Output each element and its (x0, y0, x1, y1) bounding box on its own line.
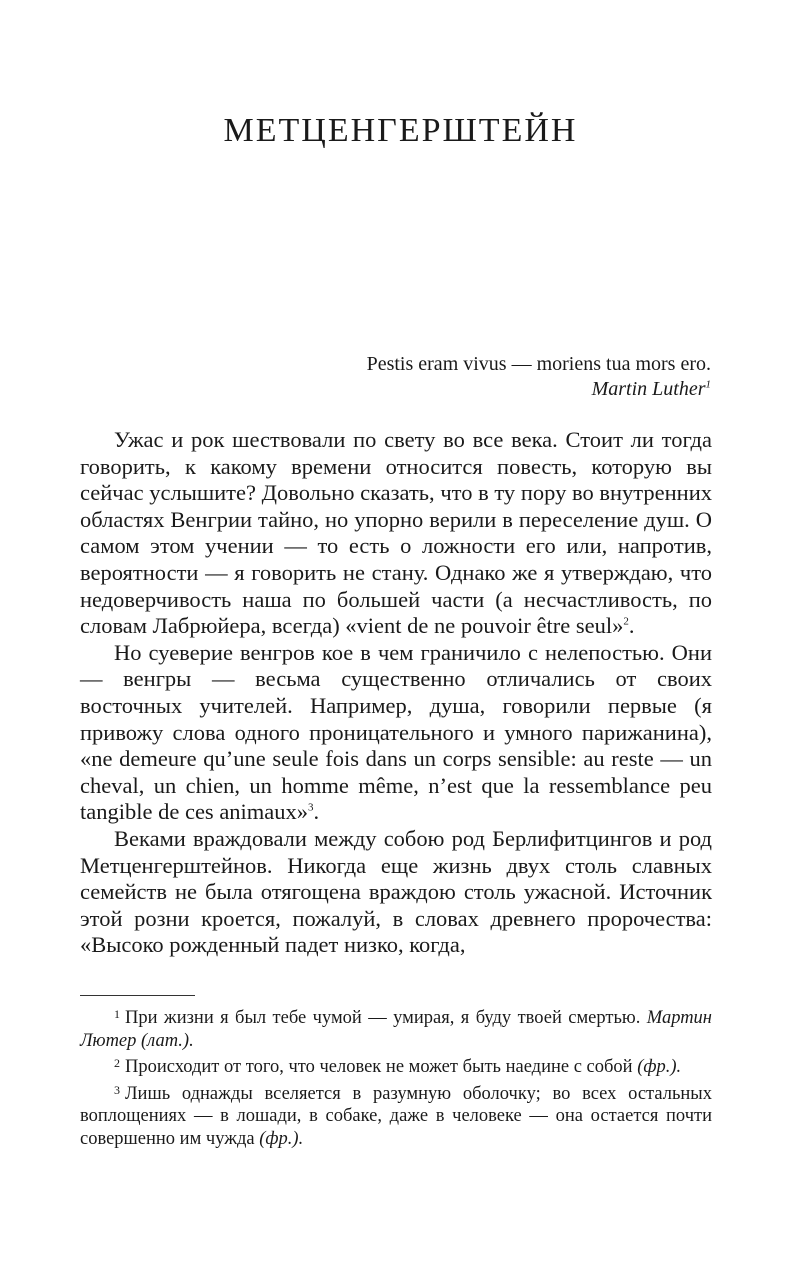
paragraph-tail: . (628, 613, 635, 639)
paragraph (80, 826, 712, 959)
footnote-text: Лишь однажды вселяется в разумную оболочку; во всех остальных воплощениях — в лошади, в собаке, даже в человеке — она остается почти совершенно им чужда (80, 1083, 712, 1149)
paragraph (80, 640, 712, 826)
paragraph-text: Ужас и рок шествовали по свету во все века. Стоит ли тогда говорить, к какому времени относится повесть, которую вы сейчас услышите? Довольно сказать, что в ту пору во внутренних областях Венгрии тайно, но упорно верили в переселение душ. О самом этом учении — то есть о ложности его или, напротив, вероятности — я говорить не стану. Однако же я утверждаю, что недоверчивость наша по большей части (а несчастливость, по словам Лабрюйера, всегда) «vient de ne pouvoir être seul» (80, 427, 712, 639)
footnote-divider (80, 995, 195, 996)
footnote (80, 1079, 712, 1151)
paragraph (80, 427, 712, 640)
paragraph-text: Веками враждовали между собою род Берлифитцингов и род Метценгерштейнов. Никогда еще жизнь двух столь славных семейств не была отягощена враждою столь ужасной. Источник этой розни кроется, пожалуй, в словах древнего пророчества: «Высоко рожденный падет низко, когда, (80, 825, 712, 958)
paragraph-tail: . (313, 799, 320, 825)
epigraph-author (367, 377, 711, 402)
footnote-text: Происходит от того, что человек не может быть наедине с собой (125, 1057, 633, 1077)
footnote-number: 2 (114, 1056, 120, 1070)
paragraph-text: Но суеверие венгров кое в чем граничило с нелепостью. Они — венгры — весьма существенно отличались от своих восточных учителей. Например, душа, говорили первые (я привожу слова одного проницательного и умного парижанина), «ne demeure qu’une seule fois dans un corps sensible: au reste — un cheval, un chien, un homme même, n’est que la ressemblance peu tangible de ces animaux» (80, 639, 712, 825)
chapter-title: МЕТЦЕНГЕРШТЕЙН (223, 112, 578, 149)
footnote-note: (фр.). (259, 1128, 304, 1149)
footnote-number: 1 (114, 1007, 120, 1021)
footnote-note: Мартин Лютер (лат.). (80, 1008, 712, 1051)
footnote-ref: 1 (705, 378, 711, 391)
body-text (80, 427, 712, 959)
epigraph-author-name: Martin Luther (591, 378, 706, 400)
footnotes (80, 1003, 712, 1150)
footnote-note: (фр.). (637, 1057, 682, 1077)
footnote (80, 1052, 712, 1079)
footnote-number: 3 (114, 1082, 120, 1097)
epigraph-text: Pestis eram vivus — moriens tua mors ero. (366, 353, 711, 375)
footnote-ref: 2 (623, 615, 629, 628)
footnote-ref: 3 (308, 801, 314, 814)
footnote-text: При жизни я был тебе чумой — умирая, я буду твоей смертью. (125, 1008, 641, 1028)
epigraph (367, 352, 711, 402)
footnote (80, 1003, 712, 1052)
